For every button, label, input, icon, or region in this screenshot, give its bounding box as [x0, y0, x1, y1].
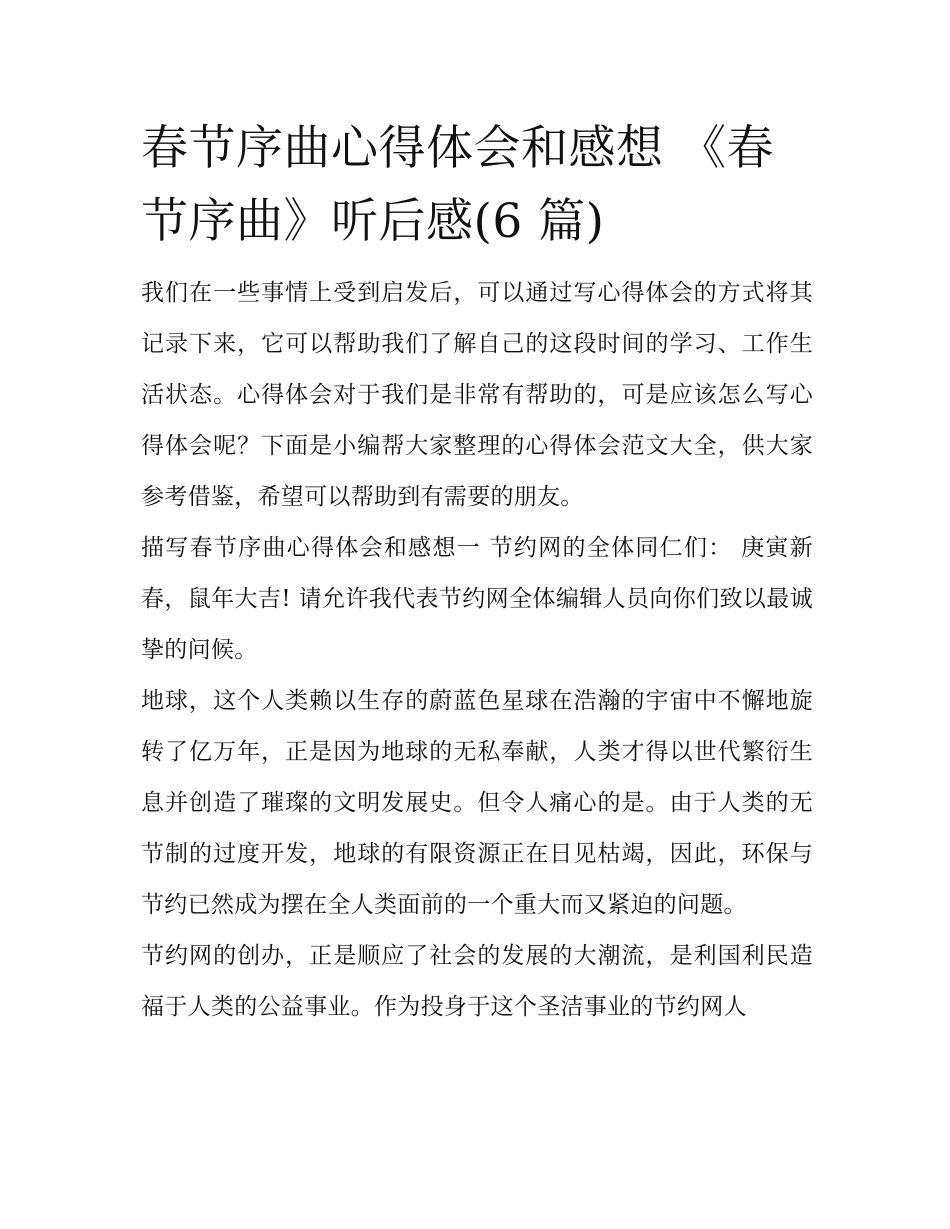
document-body	[141, 268, 813, 1033]
paragraph-website: 节约网的创办，正是顺应了社会的发展的大潮流，是利国利民造福于人类的公益事业。作为投身于这个圣洁事业的节约网人	[141, 943, 813, 1020]
paragraph-earth: 地球，这个人类赖以生存的蔚蓝色星球在浩瀚的宇宙中不懈地旋转了亿万年，正是因为地球的无私奉献，人类才得以世代繁衍生息并创造了璀璨的文明发展史。但令人痛心的是。由于人类的无节制的过度开发，地球的有限资源正在日见枯竭，因此，环保与节约已然成为摆在全人类面前的一个重大而又紧迫的问题。	[141, 688, 813, 918]
document-title: 春节序曲心得体会和感想 《春节序曲》听后感(6 篇)	[141, 121, 774, 249]
document-page	[141, 112, 813, 1033]
paragraph-intro: 我们在一些事情上受到启发后，可以通过写心得体会的方式将其记录下来，它可以帮助我们了解自己的这段时间的学习、工作生活状态。心得体会对于我们是非常有帮助的，可是应该怎么写心得体会呢？下面是小编帮大家整理的心得体会范文大全，供大家参考借鉴，希望可以帮助到有需要的朋友。	[141, 280, 813, 510]
paragraph-greeting: 描写春节序曲心得体会和感想一 节约网的全体同仁们： 庚寅新春，鼠年大吉! 请允许我代表节约网全体编辑人员向你们致以最诚挚的问候。	[141, 535, 813, 663]
